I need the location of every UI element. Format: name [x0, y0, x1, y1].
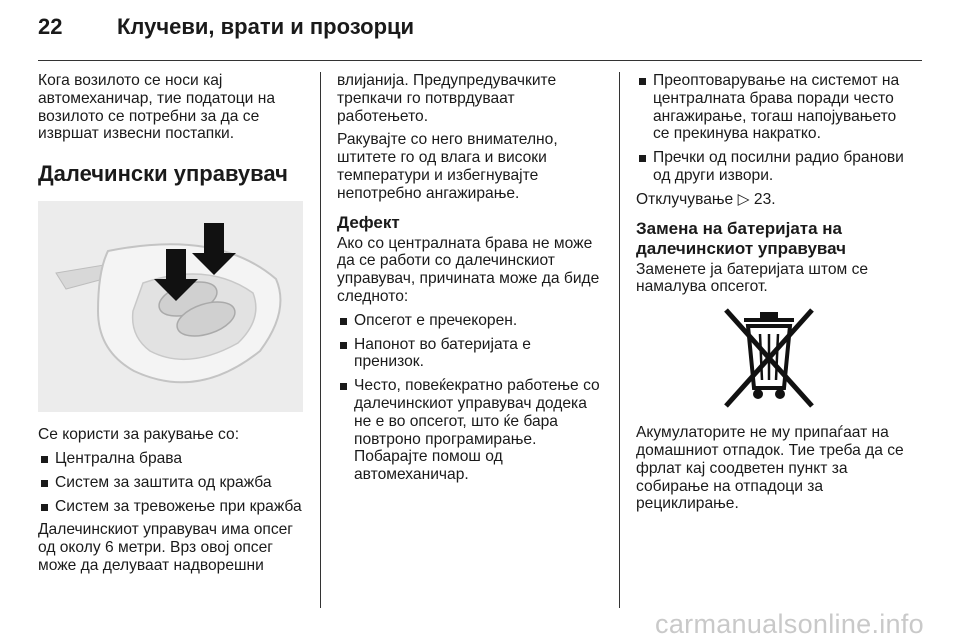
page-number: 22 [38, 14, 63, 39]
car-key-remote-image [38, 201, 303, 412]
defect-list-continued [636, 72, 904, 185]
list-item: Централна брава [38, 450, 303, 468]
section-heading-remote: Далечински управувач [38, 161, 288, 187]
column-2 [337, 72, 605, 490]
unlock-label: Отклучување [636, 190, 734, 208]
intro-paragraph: Кога возилото се носи кај автомеханичар, тие податоци на возилото се потребни за да се извршат извесни постапки. [38, 72, 276, 143]
crossed-out-bin-icon [710, 304, 828, 414]
column-3 [636, 72, 904, 519]
page-reference-arrow-icon: ▷ [737, 190, 750, 208]
continued-paragraph: влијанија. Предупредувачките трепкачи го потврдуваат работењето. [337, 72, 557, 125]
defect-list [337, 312, 605, 484]
list-item: Систем за заштита од кражба [38, 474, 303, 492]
care-paragraph: Ракувајте со него внимателно, штитете го од влага и високи температури и избегнувајте непотребно ангажирање. [337, 131, 558, 202]
list-item: Преоптоварување на системот на централната брава поради често ангажирање, тогаш напојувањето се прекинува накратко. [636, 72, 904, 143]
unlock-page-ref[interactable]: 23. [753, 190, 776, 208]
defect-paragraph: Ако со централната брава не може да се работи со далечинскиот управувач, причината може да биде следното: [337, 234, 600, 305]
column-1 [38, 72, 303, 581]
header-rule [38, 60, 922, 61]
page-title: Клучеви, врати и прозорци [117, 14, 415, 39]
list-item: Опсегот е пречекорен. [337, 312, 605, 330]
battery-paragraph: Заменете ја батеријата штом се намалува опсегот. [636, 260, 869, 296]
disposal-paragraph: Акумулаторите не му припаѓаат на домашниот отпадок. Тие треба да се фрлат кај соодветен пункт за собирање на отпадоци за рециклирање. [636, 424, 904, 513]
usage-intro: Се користи за ракување со: [38, 426, 240, 444]
unlock-reference[interactable] [636, 191, 904, 209]
list-item: Систем за тревожење при кражба [38, 498, 303, 516]
car-key-remote-icon [38, 201, 303, 412]
battery-heading: Замена на батеријата на далечинскиот управувач [636, 218, 847, 258]
list-item: Напонот во батеријата е пренизок. [337, 336, 605, 372]
range-paragraph: Далечинскиот управувач има опсег од околу 6 метри. Врз овој опсег може да делуваат надворешни [38, 521, 293, 574]
defect-heading: Дефект [337, 212, 400, 232]
column-divider-2 [619, 72, 620, 608]
column-divider-1 [320, 72, 321, 608]
list-item: Често, повеќекратно работење со далечинскиот управувач додека не е во опсегот, што ќе бара повтроно програмирање. Побарајте помош од автомеханичар. [337, 377, 605, 484]
usage-list [38, 450, 303, 515]
list-item: Пречки од посилни радио бранови од други извори. [636, 149, 904, 185]
watermark: carmanualsonline.info [655, 609, 924, 639]
